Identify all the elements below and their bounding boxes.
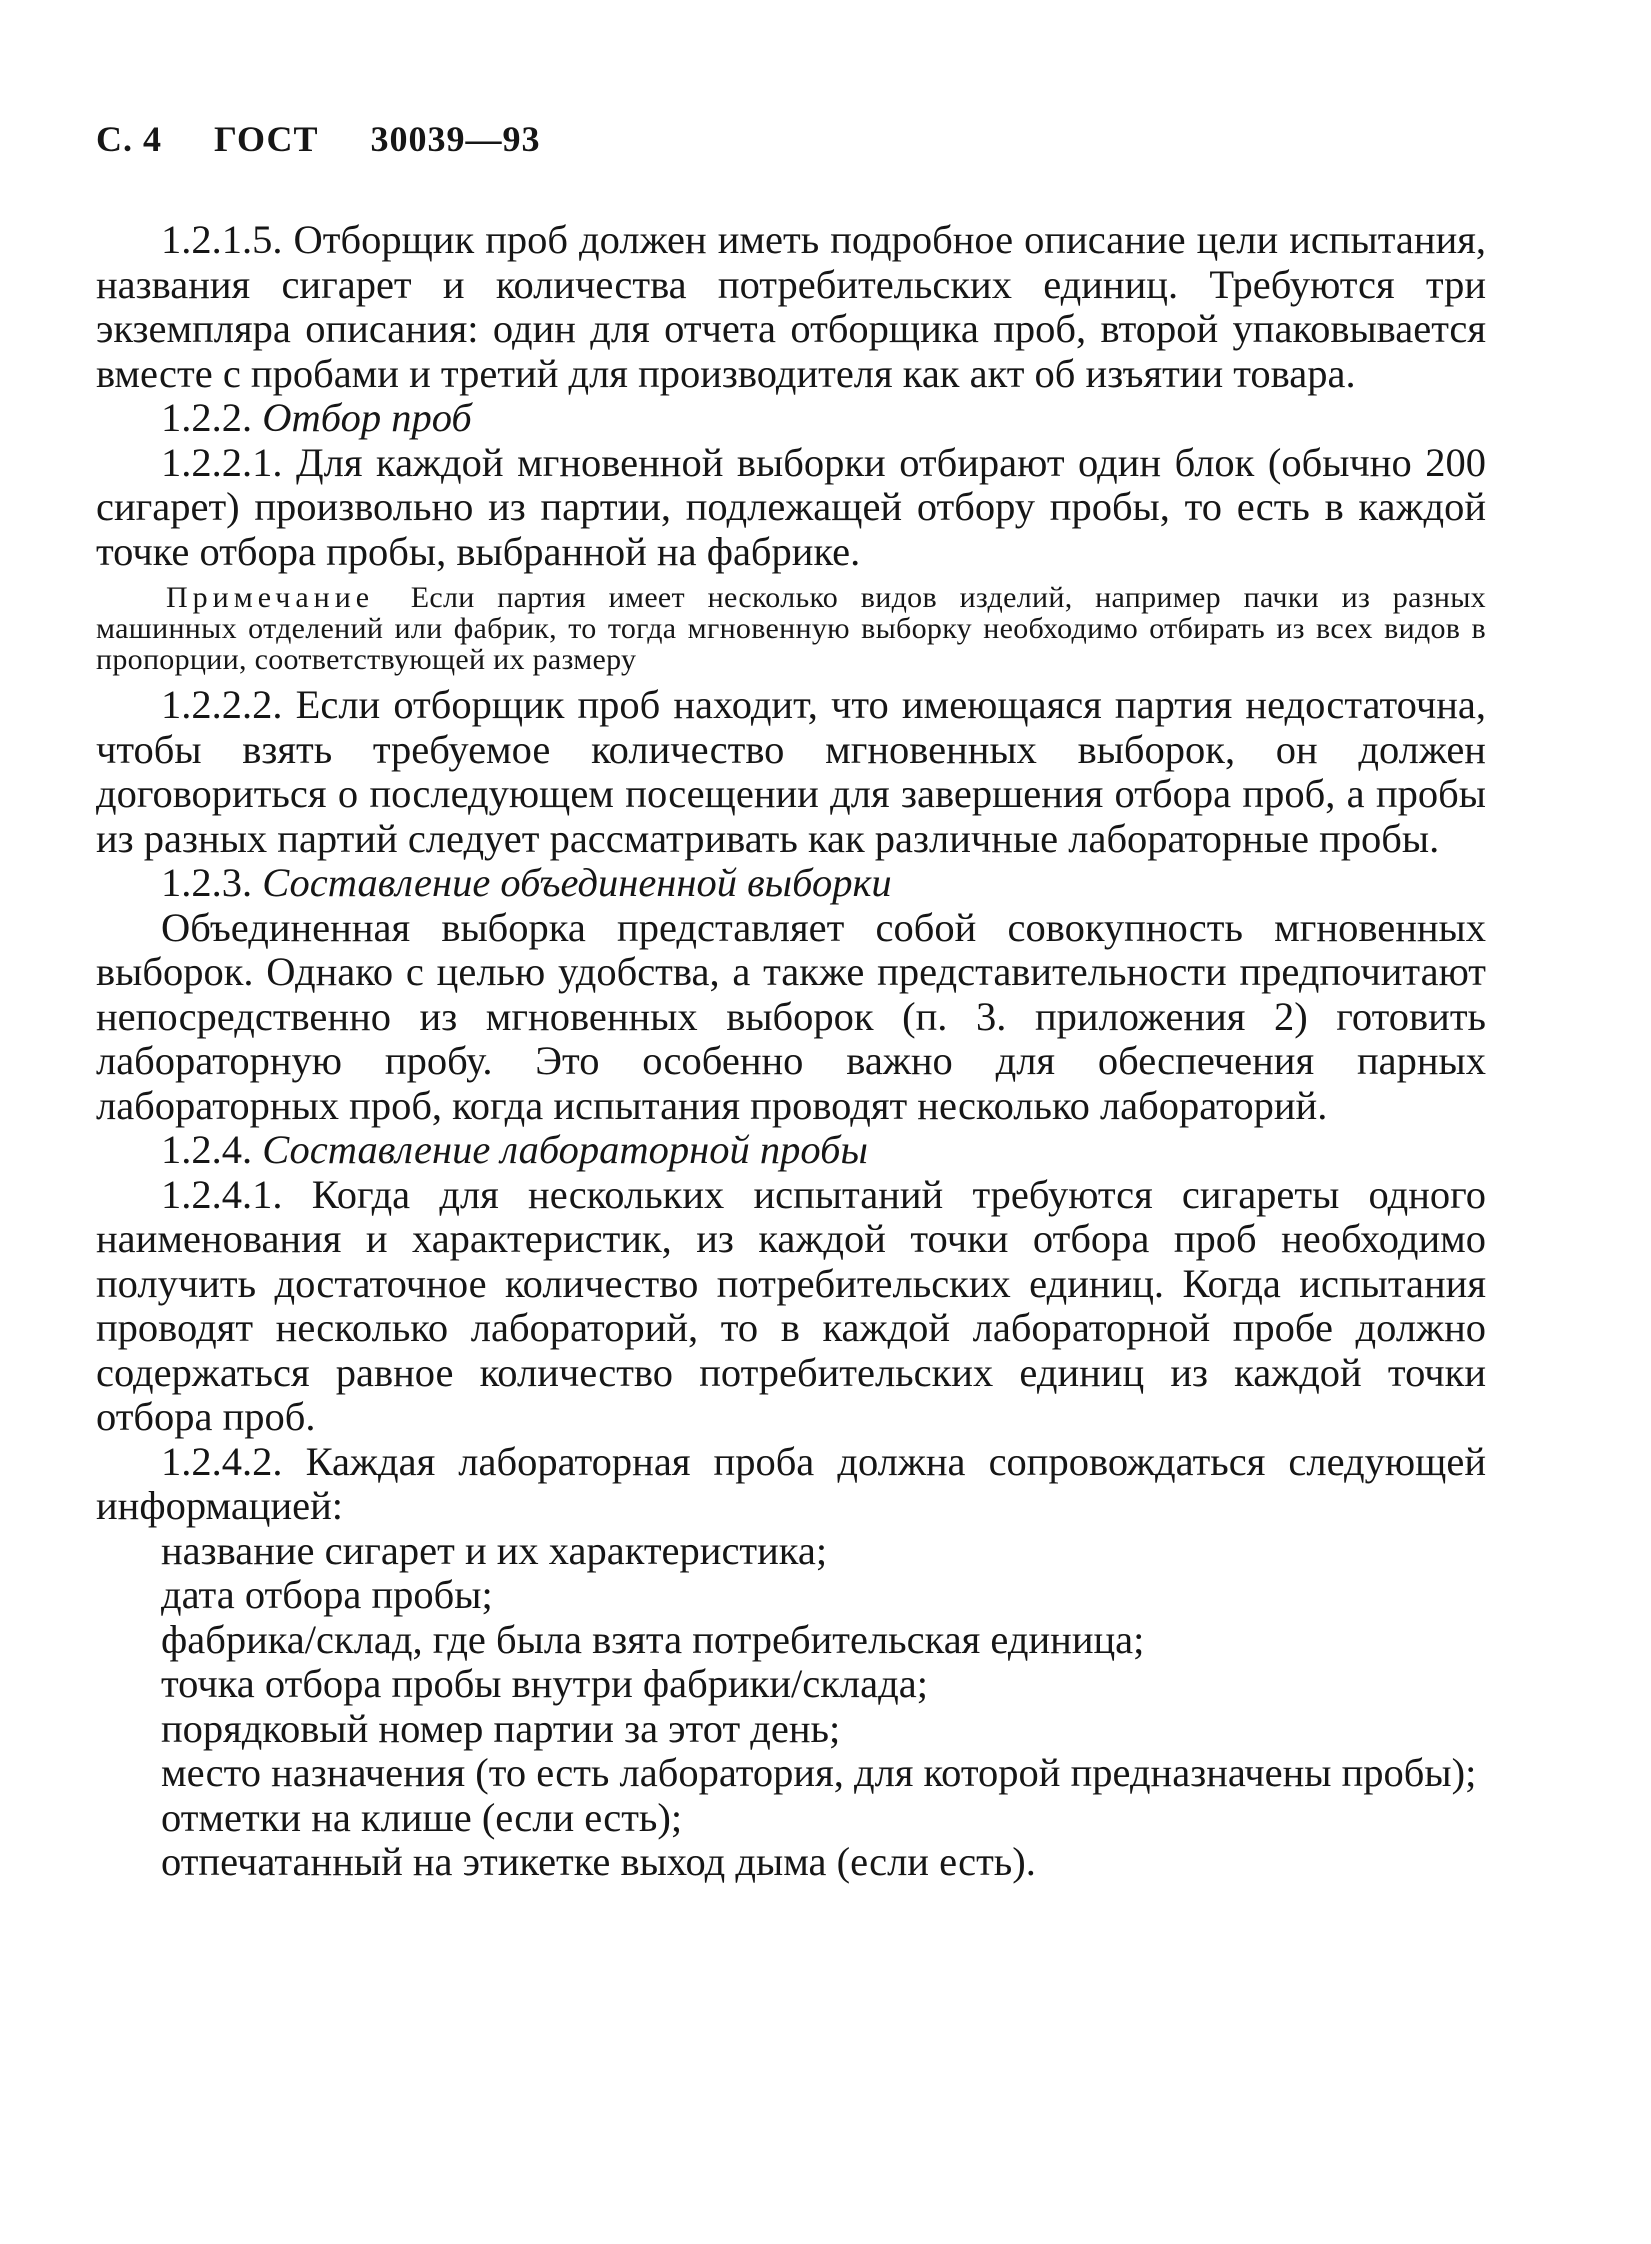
list-item: точка отбора пробы внутри фабрики/склада; <box>161 1661 928 1706</box>
section-heading-1-2-2 <box>96 396 1486 441</box>
section-number: 1.2.3. <box>161 860 253 905</box>
section-title: Составление объединенной выборки <box>262 860 892 905</box>
paragraph-1-2-1-5: 1.2.1.5. Отборщик проб должен иметь подробное описание цели испытания, названия сигарет и количества потребительских единиц. Требуются три экземпляра описания: один для отчета отборщика проб, второй упаковывается вместе с пробами и третий для производителя как акт об изъятии товара. <box>96 217 1486 396</box>
note-label: Примечание <box>166 581 375 614</box>
paragraph-1-2-2-1: 1.2.2.1. Для каждой мгновенной выборки отбирают один блок (обычно 200 сигарет) произвольно из партии, подлежащей отбору пробы, то есть в каждой точке отбора пробы, выбранной на фабрике. <box>96 439 1486 574</box>
paragraph-1-2-2-2: 1.2.2.2. Если отборщик проб находит, что имеющаяся партия недостаточна, чтобы взять требуемое количество мгновенных выборок, он должен договориться о последующем посещении для завершения отбора проб, а пробы из разных партий следует рассматривать как различные лабораторные пробы. <box>96 682 1486 861</box>
section-title: Составление лабораторной пробы <box>262 1127 868 1172</box>
list-item: порядковый номер партии за этот день; <box>161 1705 841 1751</box>
section-heading-1-2-4 <box>96 1128 1486 1173</box>
page-number: С. 4 <box>96 119 162 159</box>
page-header <box>96 118 1486 160</box>
list-item: фабрика/склад, где была взята потребительская единица; <box>161 1616 1145 1662</box>
section-title: Отбор проб <box>262 395 472 440</box>
list-item: название сигарет и их характеристика; <box>161 1527 828 1573</box>
list-item: место назначения (то есть лаборатория, для которой предназначены пробы); <box>161 1750 1477 1795</box>
list-item: отпечатанный на этикетке выход дыма (если есть). <box>161 1839 1036 1884</box>
note-text: Если партия имеет несколько видов изделий, например пачки из разных машинных отделений или фабрик, то тогда мгновенную выборку необходимо отбирать из всех видов в пропорции, соответствующей их размеру <box>96 581 1486 676</box>
paragraph-1-2-4-2: 1.2.4.2. Каждая лабораторная проба должна сопровождаться следующей информацией: <box>96 1438 1486 1528</box>
section-number: 1.2.2. <box>161 395 253 440</box>
document-body <box>96 218 1486 1885</box>
standard-number: 30039—93 <box>370 119 541 159</box>
list-item: дата отбора пробы; <box>161 1572 493 1617</box>
info-list <box>96 1529 1486 1885</box>
section-heading-1-2-3 <box>96 861 1486 906</box>
paragraph-1-2-4-1: 1.2.4.1. Когда для нескольких испытаний требуются сигареты одного наименования и характеристик, из каждой точки отбора проб необходимо получить достаточное количество потребительских единиц. Когда испытания проводят несколько лабораторий, то в каждой лабораторной пробе должно содержаться равное количество потребительских единиц из каждой точки отбора проб. <box>96 1171 1486 1439</box>
section-number: 1.2.4. <box>161 1127 253 1172</box>
list-item: отметки на клише (если есть); <box>161 1794 683 1840</box>
document-page <box>96 118 1486 1885</box>
standard-label: ГОСТ <box>214 119 319 159</box>
note-block <box>96 582 1486 675</box>
paragraph-1-2-3-body: Объединенная выборка представляет собой совокупность мгновенных выборок. Однако с целью удобства, а также представительности предпочитают непосредственно из мгновенных выборок (п. 3. приложения 2) готовить лабораторную пробу. Это особенно важно для обеспечения парных лабораторных проб, когда испытания проводят несколько лабораторий. <box>96 904 1486 1128</box>
